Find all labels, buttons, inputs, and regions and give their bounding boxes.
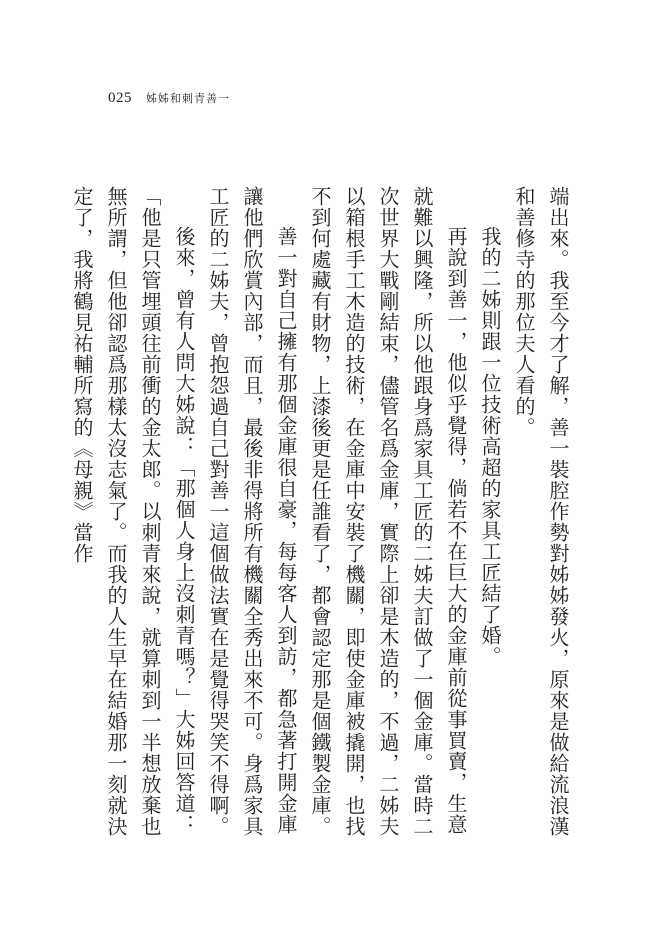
- paragraph: 善一對自己擁有那個金庫很自豪，每每客人到訪，都急著打開金庫讓他們欣賞內部，而且，最後非得將所有機關全秀出來不可。身爲家具工匠的二姊夫，曾抱怨過自己對善一這個做法實在是覺得哭笑不得啊。: [206, 186, 298, 837]
- page-number: 025: [108, 90, 132, 106]
- paragraph: 再說到善一，他似乎覺得，倘若不在巨大的金庫前從事買賣，生意就難以興隆，所以他跟身爲家具工匠的二姊夫訂做了一個金庫。當時二次世界大戰剛結束，儘管名爲金庫，實際上卻是木造的，不過，二姊夫以箱根手工木造的技術，在金庫中安裝了機關，即使金庫被撬開，也找不到何處藏有財物，上漆後更是任誰看了，都會認定那是個鐵製金庫。: [308, 186, 468, 837]
- paragraph: 我的二姊則跟一位技術高超的家具工匠結了婚。: [478, 226, 502, 667]
- vertical-body-text: [70, 186, 575, 846]
- page-header: [108, 90, 230, 107]
- paragraph: 後來，曾有人問大姊說：「那個人身上沒刺青嗎？」大姊回答道：「他是只管埋頭往前衝的金太郎。以刺青來說，就算刺到一半想放棄也無所謂，但他卻認爲那樣太沒志氣了。而我的人生早在結婚那一刻就決定了，我將鶴見祐輔所寫的《母親》當作: [70, 186, 196, 837]
- paragraph: 端出來。我至今才了解，善一裝腔作勢對姊姊發火，原來是做給流浪漢和善修寺的那位夫人看的。: [512, 186, 570, 837]
- running-title: 姊姊和刺青善一: [146, 92, 230, 105]
